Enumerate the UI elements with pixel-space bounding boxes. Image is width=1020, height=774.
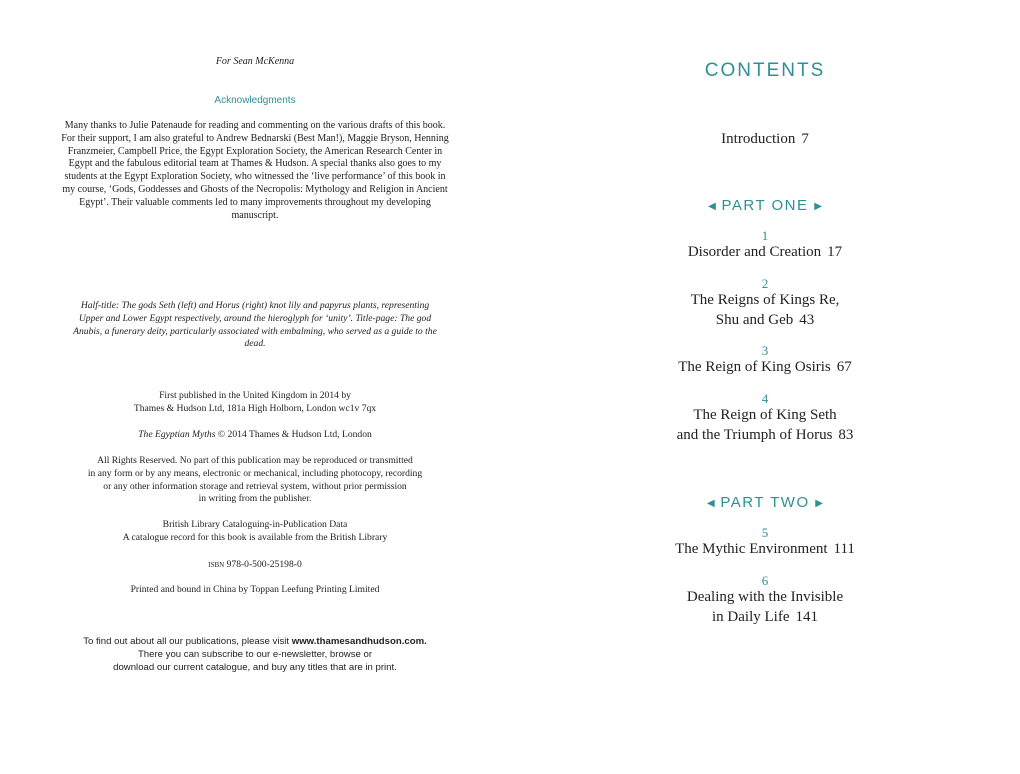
chapter-page: 83 (838, 426, 854, 443)
chapter-title (510, 243, 1020, 263)
toc-chapter-3[interactable] (510, 343, 1020, 378)
chapter-title-line: The Reign of King Osiris (678, 359, 831, 375)
website-link[interactable]: www.thamesandhudson.com. (291, 636, 427, 647)
chapter-page: 141 (795, 608, 818, 625)
cip-line: British Library Cataloguing-in-Publication Data (162, 519, 348, 530)
isbn-number: isbn 978-0-500-25198-0 (208, 559, 302, 570)
book-title: The Egyptian Myths (138, 429, 216, 440)
chapter-title-line: Shu and Geb (715, 311, 794, 328)
toc-page-number: 7 (801, 131, 809, 147)
halftitle-caption: Half-title: The gods Seth (left) and Horus (right) knot lily and papyrus plants, representing Upper and Lower Egypt respectively, around the hieroglyph for ‘unity’. Title-page: The god Anubis, a funerary deity, particularly associated with embalming, who served as a guide to the dead. (73, 300, 437, 350)
first-published-line: First published in the United Kingdom in 2014 by (159, 390, 351, 401)
cip-data (40, 519, 470, 545)
chapter-page: 17 (827, 244, 843, 260)
chapter-page: 111 (833, 541, 855, 557)
part-label: PART ONE (721, 197, 809, 214)
toc-entry-title: Introduction (721, 131, 796, 147)
chapter-title (510, 608, 1020, 628)
chapter-title-line: Disorder and Creation (687, 244, 822, 260)
chapter-number: 2 (761, 276, 769, 291)
copyright-notice: © 2014 Thames & Hudson Ltd, London (215, 429, 372, 440)
copyright-line (40, 429, 470, 442)
toc-chapter-5[interactable] (510, 525, 1020, 560)
rights-line: in any form or by any means, electronic or mechanical, including photocopy, recording (87, 467, 423, 479)
part-heading-one (510, 197, 1020, 214)
chapter-page: 67 (836, 359, 852, 375)
acknowledgments-body: Many thanks to Julie Patenaude for reading and commenting on the various drafts of this book. For their support, I am also grateful to Andrew Bednarski (Best Man!), Maggie Bryson, Henning Franzmeier, Campbell Price, the Egypt Exploration Society, the American Research Center in Egypt and the fabulous editorial team at Thames & Hudson. A special thanks also goes to my students at the Egypt Exploration Society, who witnessed the ‘live performance’ of this book in my course, ‘Gods, Goddesses and Ghosts of the Necropolis: Mythology and Religion in Ancient Egypt’. Their valuable comments led to many improvements throughout my developing manuscript. (61, 120, 449, 221)
chapter-title (510, 358, 1020, 378)
chapter-number: 1 (761, 228, 769, 243)
toc-chapter-4[interactable] (510, 391, 1020, 445)
triangle-left-icon: ◀ (708, 201, 716, 212)
promo-line: There you can subscribe to our e-newsletter, browse or (137, 648, 373, 660)
toc-chapter-2[interactable] (510, 276, 1020, 330)
part-heading-two (510, 494, 1020, 511)
cip-line: A catalogue record for this book is available from the British Library (122, 531, 388, 543)
chapter-number: 5 (761, 525, 769, 540)
rights-line: in writing from the publisher. (198, 493, 312, 505)
chapter-number: 3 (761, 343, 769, 358)
triangle-right-icon: ▶ (814, 201, 822, 212)
part-label: PART TWO (720, 494, 810, 511)
chapter-number: 6 (761, 573, 769, 588)
chapter-title (510, 426, 1020, 446)
chapter-page: 43 (799, 311, 815, 328)
contents-page (510, 0, 1020, 774)
acknowledgments-heading: Acknowledgments (214, 95, 296, 106)
chapter-title-line: Dealing with the Invisible (686, 589, 844, 605)
contents-heading: CONTENTS (704, 60, 826, 81)
chapter-title (510, 540, 1020, 560)
dedication: For Sean McKenna (215, 56, 295, 67)
printed-by: Printed and bound in China by Toppan Leefung Printing Limited (130, 584, 380, 595)
chapter-title-line: and the Triumph of Horus (676, 426, 833, 443)
toc-entry-introduction[interactable] (510, 131, 1020, 148)
chapter-title-line: The Mythic Environment (675, 541, 828, 557)
publisher-address: Thames & Hudson Ltd, 181a High Holborn, London wc1v 7qx (133, 402, 377, 414)
promo-line: download our current catalogue, and buy any titles that are in print. (113, 661, 397, 673)
chapter-title-line: The Reigns of Kings Re, (690, 292, 840, 308)
promo-text: To find out about all our publications, please visit (83, 636, 292, 647)
chapter-title (510, 311, 1020, 331)
chapter-title-line: The Reign of King Seth (693, 407, 837, 423)
toc-chapter-6[interactable] (510, 573, 1020, 627)
chapter-number: 4 (761, 391, 769, 406)
triangle-left-icon: ◀ (707, 498, 715, 509)
chapter-title-line: in Daily Life (712, 608, 790, 625)
rights-notice (40, 455, 470, 506)
toc-chapter-1[interactable] (510, 228, 1020, 263)
rights-line: All Rights Reserved. No part of this publication may be reproduced or transmitted (97, 455, 413, 466)
publisher-promo (40, 636, 470, 674)
triangle-right-icon: ▶ (815, 498, 823, 509)
promo-line (40, 636, 470, 649)
rights-line: or any other information storage and retrieval system, without prior permission (103, 480, 407, 492)
isbn (40, 559, 470, 572)
first-published (40, 390, 470, 416)
